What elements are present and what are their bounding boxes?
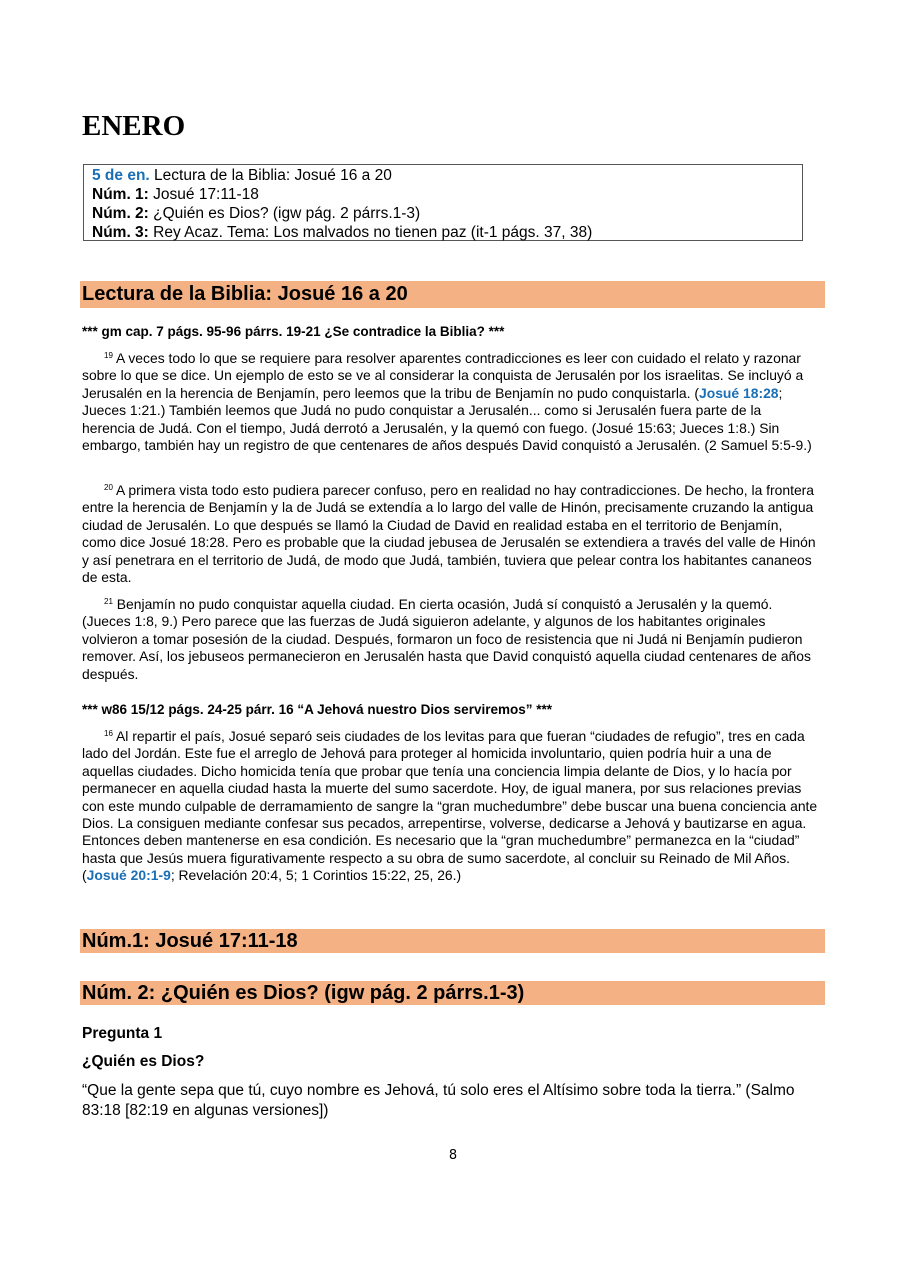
paragraph-text: ; Revelación 20:4, 5; 1 Corintios 15:22, 25, 26.) (170, 867, 462, 884)
question-text: ¿Quién es Dios? (82, 1053, 205, 1070)
paragraph-19 (82, 350, 818, 454)
paragraph-text: Al repartir el país, Josué separó seis ciudades de los levitas para que fueran “ciudades de refugio”, tres en cada lado del Jordán. Este fue el arreglo de Jehová para proteger al homicida involuntario, quien podría huir a una de aquellas ciudades. Dicho homicida tenía que probar que tenía una conciencia limpia delante de Dios, y lo hacía por permanecer en aquella ciudad hasta la muerte del sumo sacerdote. Hoy, de igual manera, por sus relaciones previas con este mundo culpable de derramamiento de sangre la “gran muchedumbre” debe buscar una buena conciencia ante Dios. La consiguen mediante confesar sus pecados, arrepentirse, volverse, dedicarse a Jehová y bautizarse en agua. Entonces deben mantenerse en esa condición. Es necesario que la “gran muchedumbre” permanezca en la “ciudad” hasta que Jesús muera figurativamente respecto a su obra de sumo sacerdote, al concluir su Reinado de Mil Años. ( (82, 728, 818, 884)
paragraph-text: Benjamín no pudo conquistar aquella ciudad. En cierta ocasión, Judá sí conquistó a Jerusalén y la quemó. (Jueces 1:8, 9.) Pero parece que las fuerzas de Judá siguieron adelante, y algunos de los habitantes originales volvieron a tomar posesión de la ciudad. Después, formaron un foco de resistencia que ni Judá ni Benjamín pudieron remover. Así, los jebuseos permanecieron en Jerusalén hasta que David conquistó aquella ciudad centenares de años después. (82, 596, 811, 682)
schedule-n2-label: Núm. 2: (92, 205, 149, 222)
schedule-box (83, 164, 803, 241)
paragraph-text: ; Jueces 1:21.) También leemos que Judá no pudo conquistar a Jerusalén... como si Jerusalén fuera parte de la herencia de Judá. Con el tiempo, Judá derrotó a Jerusalén, y la quemó con fuego. (Josué 15:63; Jueces 1:8.) Sin embargo, también hay un registro de que centenares de años después David conquistó a Jerusalén. (2 Samuel 5:5-9.) (82, 384, 812, 454)
paragraph-text: A veces todo lo que se requiere para resolver aparentes contradicciones es leer con cuidado el relato y razonar sobre lo que se dice. Un ejemplo de esto se ve al considerar la conquista de Jerusalén por los israelitas. Se incluyó a Jerusalén en la herencia de Benjamín, pero leemos que la tribu de Benjamín no pudo conquistarla. ( (82, 350, 804, 401)
section-heading-num1: Núm.1: Josué 17:11-18 (80, 929, 825, 953)
schedule-n1-text: Josué 17:11-18 (148, 186, 259, 203)
question-label: Pregunta 1 (82, 1025, 163, 1042)
paragraph-20 (82, 482, 818, 586)
schedule-reading: Lectura de la Biblia: Josué 16 a 20 (149, 167, 392, 184)
paragraph-number: 16 (104, 729, 113, 738)
schedule-date: 5 de en. (92, 167, 150, 184)
schedule-reading-line (92, 166, 794, 185)
schedule-n3-label: Núm. 3: (92, 224, 149, 241)
page-title: ENERO (82, 110, 186, 142)
schedule-n3-text: Rey Acaz. Tema: Los malvados no tienen paz (it-1 págs. 37, 38) (148, 224, 593, 241)
scripture-quote: “Que la gente sepa que tú, cuyo nombre es Jehová, tú solo eres el Altísimo sobre toda la tierra.” (Salmo 83:18 [82:19 en algunas versiones]) (82, 1082, 795, 1119)
source-reference-gm: *** gm cap. 7 págs. 95-96 párrs. 19-21 ¿Se contradice la Biblia? *** (82, 324, 505, 339)
scripture-link-josue-18-28[interactable]: Josué 18:28 (698, 384, 779, 401)
paragraph-text: A primera vista todo esto pudiera parecer confuso, pero en realidad no hay contradicciones. De hecho, la frontera entre la herencia de Benjamín y la de Judá se extendía a lo largo del valle de Hinón, precisamente cruzando la antigua ciudad de Jerusalén. Lo que después se llamó la Ciudad de David en realidad estaba en el territorio de Benjamín, como dice Josué 18:28. Pero es probable que la ciudad jebusea de Jerusalén se extendiera a través del valle de Hinón y así penetrara en el territorio de Judá, de modo que Judá, también, tuviera que pelear contra los habitantes cananeos de esta. (82, 482, 816, 586)
source-reference-w86: *** w86 15/12 págs. 24-25 párr. 16 “A Jehová nuestro Dios serviremos” *** (82, 702, 552, 717)
section-heading-num2: Núm. 2: ¿Quién es Dios? (igw pág. 2 párrs.1-3) (80, 981, 825, 1005)
section-heading-bible-reading: Lectura de la Biblia: Josué 16 a 20 (80, 281, 825, 308)
paragraph-21 (82, 596, 818, 683)
schedule-n3-line (92, 223, 794, 242)
schedule-n2-line (92, 204, 794, 223)
schedule-n2-text: ¿Quién es Dios? (igw pág. 2 párrs.1-3) (148, 205, 421, 222)
schedule-n1-line (92, 185, 794, 204)
paragraph-number: 21 (104, 597, 113, 606)
scripture-link-josue-20-1-9[interactable]: Josué 20:1-9 (86, 867, 171, 884)
paragraph-16 (82, 728, 818, 885)
paragraph-number: 20 (104, 483, 113, 492)
page-number: 8 (448, 1148, 458, 1163)
schedule-n1-label: Núm. 1: (92, 186, 149, 203)
paragraph-number: 19 (104, 351, 113, 360)
